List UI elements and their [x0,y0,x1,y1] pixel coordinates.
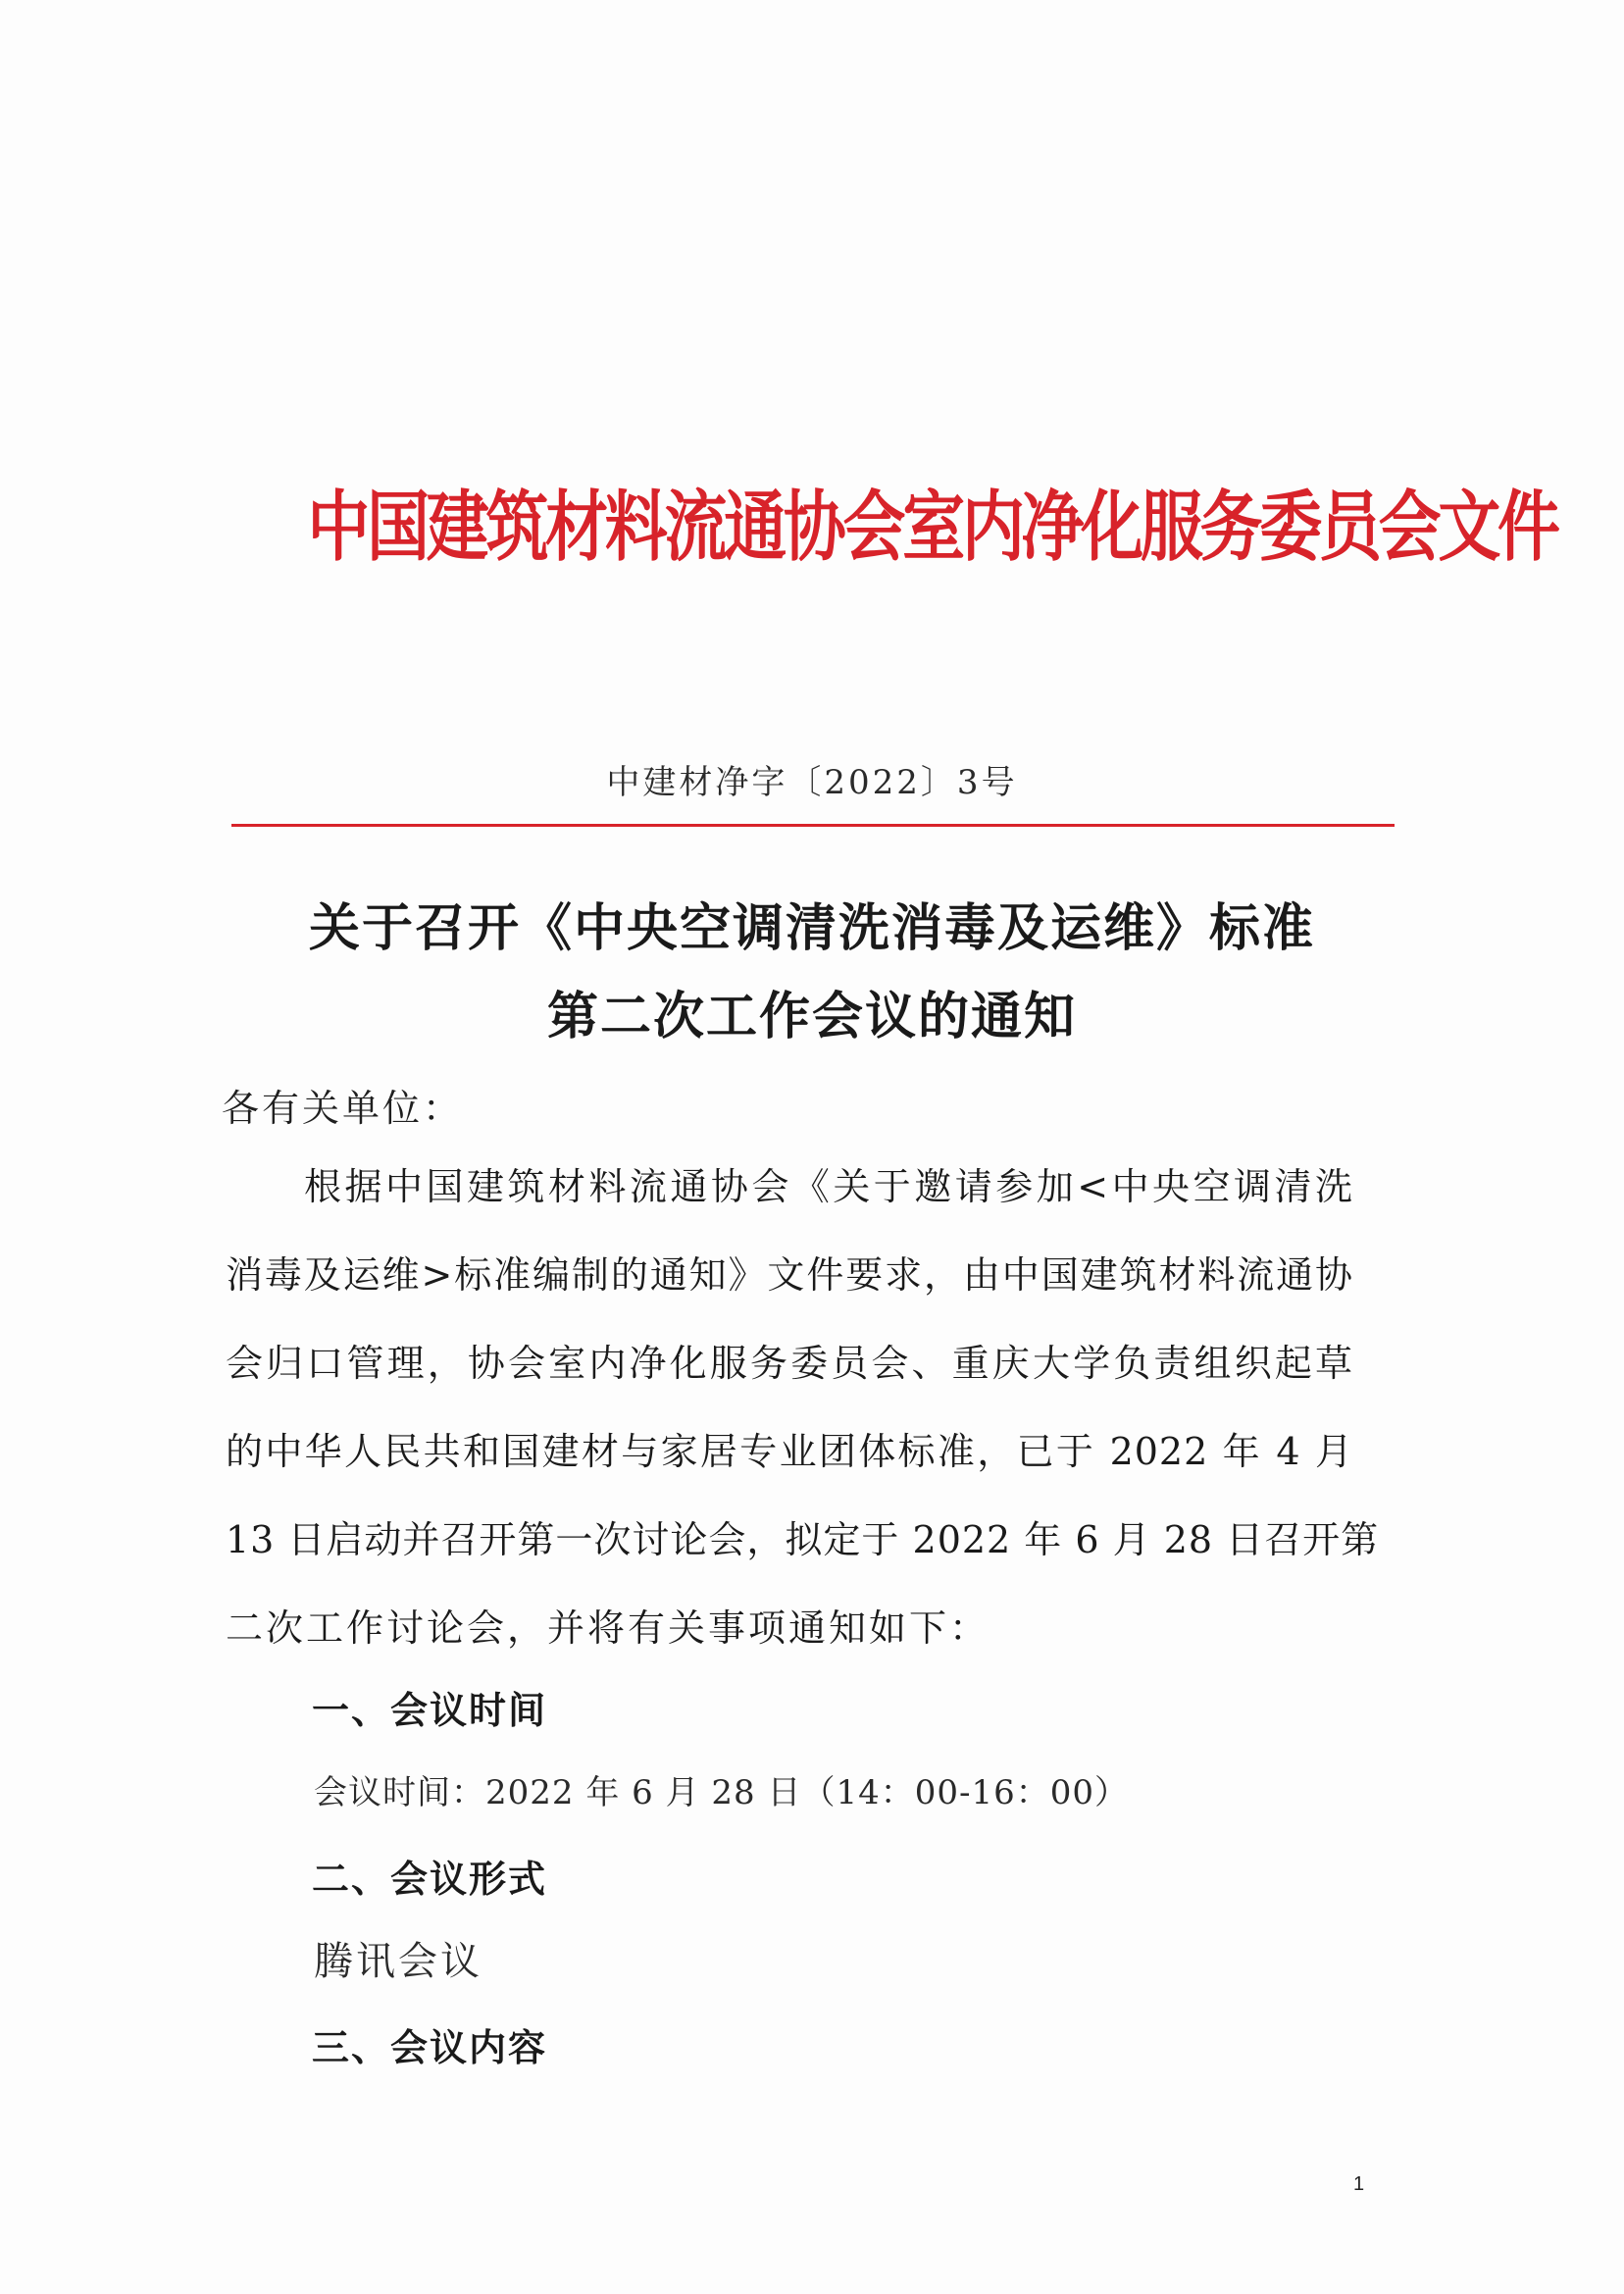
paragraph-line: 消毒及运维>标准编制的通知》文件要求，由中国建筑材料流通协 [226,1253,1353,1297]
meeting-format-detail: 腾讯会议 [314,1939,482,1984]
section-heading-meeting-content: 三、会议内容 [312,2026,548,2069]
issuer-red-header: 中国建筑材料流通协会室内净化服务委员会文件 [307,483,1557,572]
paragraph-line: 二次工作讨论会，并将有关事项通知如下： [226,1606,990,1650]
section-heading-meeting-time: 一、会议时间 [312,1689,548,1732]
salutation: 各有关单位： [222,1087,464,1130]
paragraph-line: 会归口管理，协会室内净化服务委员会、重庆大学负责组织起草 [226,1342,1353,1385]
body-paragraph [226,1159,1380,1689]
notice-title-line-2: 第二次工作会议的通知 [546,988,1077,1046]
page-number: 1 [1353,2173,1365,2195]
document-number: 中建材净字〔2022〕3号 [606,763,1018,802]
red-divider-line [231,824,1395,827]
meeting-time-detail: 会议时间：2022 年 6 月 28 日（14：00-16：00） [314,1773,1130,1812]
section-heading-meeting-format: 二、会议形式 [312,1858,548,1901]
paragraph-line: 的中华人民共和国建材与家居专业团体标准，已于 2022 年 4 月 [226,1430,1353,1473]
paragraph-line: 根据中国建筑材料流通协会《关于邀请参加<中央空调清洗 [304,1165,1353,1208]
paragraph-line: 13 日启动并召开第一次讨论会，拟定于 2022 年 6 月 28 日召开第 [226,1518,1380,1561]
notice-title-line-1: 关于召开《中央空调清洗消毒及运维》标准 [308,899,1315,958]
